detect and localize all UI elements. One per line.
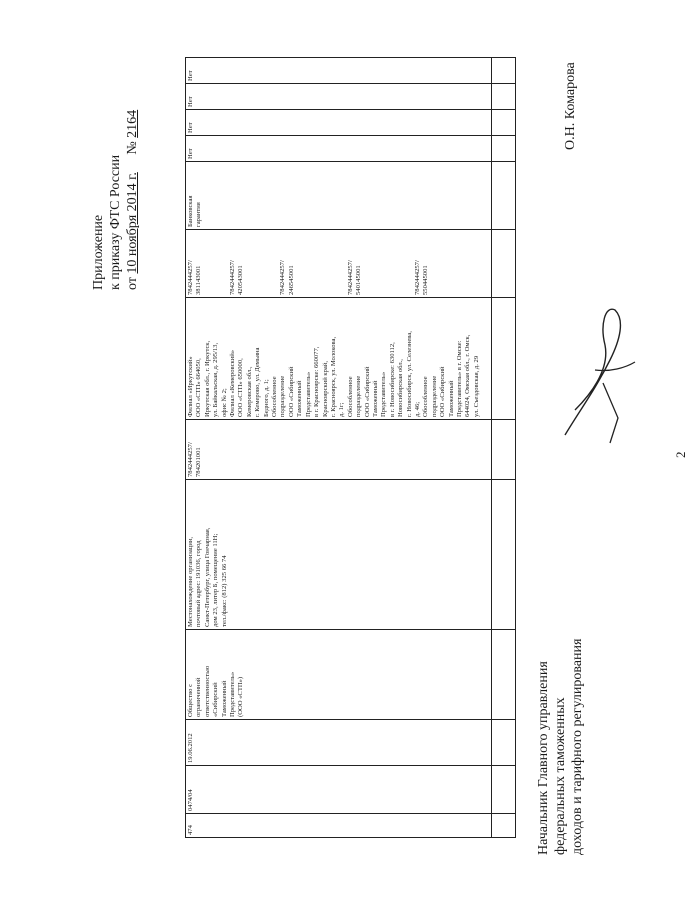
branch-line: Филиал «Кемеровский» — [229, 349, 237, 417]
position-line: Начальник Главного управления — [536, 661, 551, 855]
branch-line: ООО «Сибирский — [287, 366, 295, 417]
cell-guarantee — [186, 162, 492, 230]
branch-inn-kpp-line — [212, 232, 220, 295]
branch-inn-kpp-line: 7842444257/ — [279, 260, 287, 295]
branch-line: Таможенный — [371, 380, 379, 417]
branch-inn-kpp-line: 420543001 — [237, 265, 245, 295]
inn-kpp-line: 784201001 — [195, 447, 203, 477]
branch-inn-kpp-line: 381143001 — [195, 265, 203, 295]
order-number: 2164 — [125, 109, 140, 138]
name-line: Представитель» — [229, 671, 237, 717]
branch-line: г. Красноярск, ул. Молокова, — [329, 336, 337, 417]
branch-line: ул. Байкальская, д. 295/13, — [212, 342, 220, 417]
cell-date: 19.06.2012 — [186, 720, 492, 766]
branch-inn-kpp-line — [364, 232, 372, 295]
branch-inn-kpp-line — [263, 232, 271, 295]
page-number-text: 2 — [673, 451, 688, 458]
position-line: федеральных таможенных — [553, 697, 568, 855]
branch-line: г. Кемерово, ул. Демьяна — [254, 347, 262, 417]
branch-line: в г. Новосибирске: 630112, — [388, 342, 396, 417]
branch-line: ООО «Сибирский — [363, 366, 371, 417]
branch-line: Представитель» — [304, 371, 312, 417]
date-prefix: от — [125, 277, 140, 290]
name-line: «Сибирский — [212, 682, 220, 717]
signature-stroke — [598, 378, 638, 448]
number-prefix: № — [125, 141, 140, 155]
cell-flag-2: Нет — [186, 110, 492, 136]
branch-line: Таможенный — [447, 380, 455, 417]
signer-name-text: О.Н. Комарова — [563, 62, 578, 150]
branch-inn-kpp-line — [271, 232, 279, 295]
branch-line: Филиал «Иркутский» — [187, 356, 194, 417]
name-line: ответственностью — [203, 665, 211, 717]
branch-line: Таможенный — [296, 380, 304, 417]
address-line: Местонахождение организации, — [187, 536, 194, 627]
branch-inn-kpp-line: 7842444257/ — [346, 260, 354, 295]
branch-inn-kpp-line — [330, 232, 338, 295]
table-row-empty — [492, 58, 516, 838]
address-line: тел./факс: (812) 325 66 74 — [220, 555, 228, 627]
branch-line: подразделение — [355, 375, 363, 417]
branch-line: Обособленное — [422, 376, 430, 417]
table-row — [186, 58, 492, 838]
address-line: почтовый адрес: 191036, город — [195, 540, 203, 627]
branch-line: Обособленное — [271, 376, 279, 417]
cell-branch-inn-kpp — [186, 230, 492, 298]
branch-inn-kpp-line — [380, 232, 388, 295]
branch-inn-kpp-line: 7842444257/ — [229, 260, 237, 295]
signatory-position — [535, 639, 586, 855]
branch-inn-kpp-line — [372, 232, 380, 295]
inn-kpp-line: 7842444257/ — [187, 442, 194, 477]
branch-inn-kpp-line: 246545001 — [287, 265, 295, 295]
branch-inn-kpp-line — [406, 232, 414, 295]
branch-line: офис № 2; — [220, 388, 228, 417]
branch-inn-kpp-line — [254, 232, 262, 295]
appendix-title: Приложение — [91, 214, 106, 290]
cell-reg-number: 0474/04 — [186, 766, 492, 814]
branch-line: подразделение — [430, 375, 438, 417]
name-line: ограниченной — [195, 677, 203, 717]
cell-index: 474 — [186, 814, 492, 838]
date-value: 10 ноября 2014 г. — [125, 172, 140, 274]
branch-inn-kpp-line: 550445001 — [422, 265, 430, 295]
branch-line: Представитель» в г. Омске: — [456, 340, 463, 417]
branch-inn-kpp-line — [305, 232, 313, 295]
branch-line: подразделение — [279, 375, 287, 417]
branch-line: Красноярский край, — [321, 360, 329, 417]
guarantee-line: гарантия — [195, 202, 203, 227]
branch-line: ООО «СТП» 650000, — [237, 358, 245, 417]
branch-line: Кемеровская обл., — [245, 366, 253, 417]
branch-line: в г. Красноярске: 660077, — [313, 346, 321, 417]
branch-inn-kpp-line — [246, 232, 254, 295]
address-line: дом 23, литер Б, помещение 11Н; — [212, 533, 220, 627]
cell-flag-3: Нет — [186, 84, 492, 110]
branch-inn-kpp-line — [338, 232, 346, 295]
branch-inn-kpp-line — [296, 232, 304, 295]
guarantee-line: Банковская — [187, 195, 194, 227]
cell-branches — [186, 298, 492, 420]
branch-inn-kpp-line — [204, 232, 212, 295]
cell-flag-4: Нет — [186, 58, 492, 84]
branch-line: ул. Съездовская, д. 29 — [472, 355, 480, 417]
branch-inn-kpp-line — [397, 232, 405, 295]
name-line: (ООО «СТП») — [237, 676, 245, 717]
branch-inn-kpp-line: 7842444257/ — [413, 260, 421, 295]
branch-inn-kpp-line — [313, 232, 321, 295]
name-line: Таможенный — [220, 680, 228, 717]
appendix-order-ref: к приказу ФТС России — [108, 154, 123, 290]
branch-inn-kpp-line — [221, 232, 229, 295]
branch-line: Обособленное — [346, 376, 354, 417]
cell-name — [186, 630, 492, 720]
address-line: Санкт-Петербург, улица Гончарная, — [203, 527, 211, 627]
branch-line: 644024, Омская обл., г. Омск, — [464, 334, 472, 417]
page-number — [672, 452, 689, 459]
branch-inn-kpp-line: 7842444257/ — [187, 260, 194, 295]
branch-line: Бедного, д. 1; — [262, 379, 270, 417]
branch-line: Иркутская обл., г. Иркутск, — [203, 340, 211, 417]
branch-inn-kpp-line — [389, 232, 397, 295]
signer-name — [562, 62, 579, 150]
branch-line: Представитель» — [380, 371, 388, 417]
branch-inn-kpp-line — [322, 232, 330, 295]
name-line: Общество с — [187, 683, 194, 717]
appendix-date-line — [124, 110, 141, 290]
branch-line: д. 46; — [413, 401, 421, 417]
cell-address — [186, 480, 492, 630]
cell-inn-kpp — [186, 420, 492, 480]
branch-line: ООО «СТП» 664050, — [195, 358, 203, 417]
position-line: доходов и тарифного регулирования — [570, 638, 585, 855]
cell-flag-1: Нет — [186, 136, 492, 162]
registry-table — [185, 57, 516, 838]
branch-line: ООО «Сибирский — [439, 366, 447, 417]
branch-line: г. Новосибирск, ул. Селезнева, — [405, 331, 413, 417]
branch-line: д. 1г; — [338, 402, 346, 417]
branch-inn-kpp-line: 540145001 — [355, 265, 363, 295]
branch-line: Новосибирская обл., — [397, 359, 405, 417]
appendix-header — [90, 110, 141, 290]
